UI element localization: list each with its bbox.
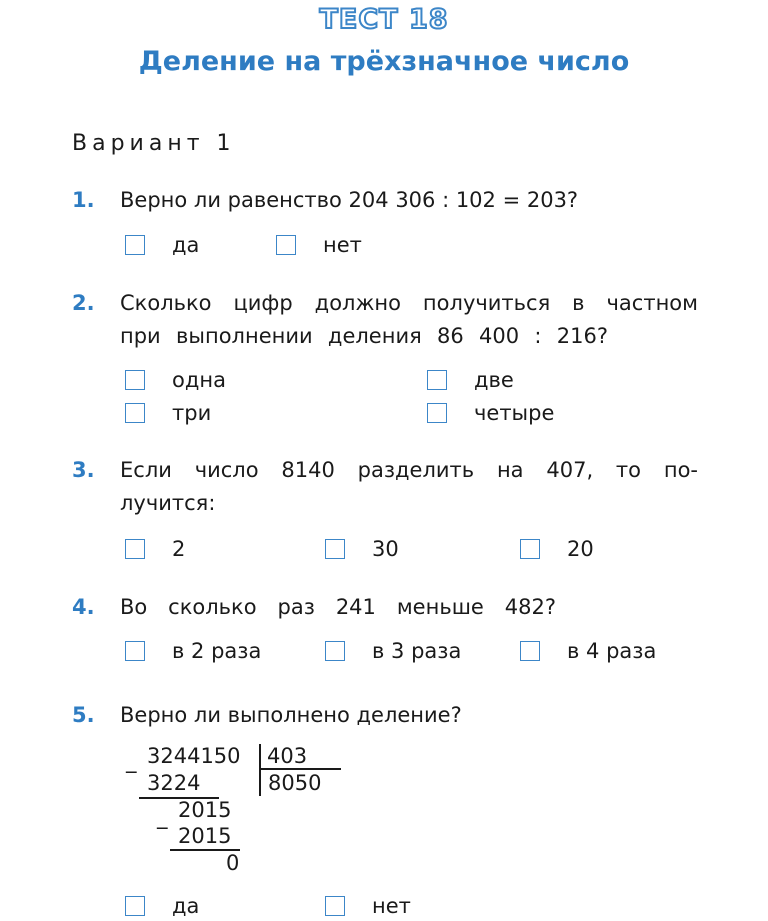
page-title: Деление на трёхзначное число (138, 46, 630, 77)
question-3-number: 3. (72, 458, 95, 482)
remainder-1: 2015 (178, 798, 232, 822)
option-label: в 2 раза (172, 639, 262, 663)
quotient: 8050 (268, 771, 322, 795)
checkbox[interactable] (125, 896, 145, 916)
option-label: нет (323, 233, 362, 257)
q1-option-da[interactable] (125, 233, 199, 257)
subtrahend-1: 3224 (147, 771, 201, 795)
subtrahend-2: 2015 (178, 824, 232, 848)
option-label: в 3 раза (372, 639, 462, 663)
checkbox[interactable] (325, 539, 345, 559)
checkbox[interactable] (125, 235, 145, 255)
question-3-text-line1: Если число 8140 разделить на 407, то по- (120, 458, 698, 482)
checkbox[interactable] (325, 896, 345, 916)
checkbox[interactable] (427, 370, 447, 390)
question-5-number: 5. (72, 703, 95, 727)
option-label: одна (172, 368, 226, 392)
option-label: четыре (474, 401, 555, 425)
checkbox[interactable] (125, 370, 145, 390)
q3-option-20[interactable] (520, 537, 594, 561)
option-label: да (172, 233, 200, 257)
test-label: ТЕСТ 18 (319, 4, 449, 35)
question-2-text-line2: при выполнении деления 86 400 : 216? (120, 324, 608, 348)
q5-option-da[interactable] (125, 894, 199, 918)
option-label: 30 (372, 537, 399, 561)
question-4-number: 4. (72, 595, 95, 619)
checkbox[interactable] (520, 641, 540, 661)
option-label: 20 (567, 537, 594, 561)
q4-option-3[interactable] (325, 639, 461, 663)
q2-option-dve[interactable] (427, 368, 514, 392)
division-bracket-horizontal (259, 768, 341, 770)
checkbox[interactable] (276, 235, 296, 255)
question-1-text: Верно ли равенство 204 306 : 102 = 203? (120, 188, 579, 212)
checkbox[interactable] (125, 641, 145, 661)
q2-option-chetyre[interactable] (427, 401, 554, 425)
checkbox[interactable] (427, 403, 447, 423)
minus-sign: _ (126, 749, 137, 773)
checkbox[interactable] (125, 539, 145, 559)
option-label: да (172, 894, 200, 918)
question-3-text-line2: лучится: (120, 491, 216, 515)
q4-option-4[interactable] (520, 639, 656, 663)
question-4-text: Во сколько раз 241 меньше 482? (120, 595, 556, 619)
q2-option-odna[interactable] (125, 368, 226, 392)
question-1-number: 1. (72, 188, 95, 212)
option-label: две (474, 368, 514, 392)
divisor: 403 (267, 744, 308, 768)
option-label: нет (372, 894, 411, 918)
division-bracket-vertical (259, 744, 261, 796)
final-remainder: 0 (226, 851, 240, 875)
option-label: три (172, 401, 212, 425)
q5-option-net[interactable] (325, 894, 411, 918)
checkbox[interactable] (325, 641, 345, 661)
dividend: 3244150 (147, 744, 241, 768)
q4-option-2[interactable] (125, 639, 261, 663)
question-2-text-line1: Сколько цифр должно получиться в частном (120, 291, 698, 315)
option-label: 2 (172, 537, 186, 561)
question-2-number: 2. (72, 291, 95, 315)
option-label: в 4 раза (567, 639, 657, 663)
q3-option-30[interactable] (325, 537, 399, 561)
q1-option-net[interactable] (276, 233, 362, 257)
question-5-text: Верно ли выполнено деление? (120, 703, 462, 727)
variant-label: Вариант 1 (72, 131, 236, 156)
checkbox[interactable] (125, 403, 145, 423)
q2-option-tri[interactable] (125, 401, 211, 425)
checkbox[interactable] (520, 539, 540, 559)
minus-sign-2: _ (157, 805, 168, 829)
q3-option-2[interactable] (125, 537, 185, 561)
